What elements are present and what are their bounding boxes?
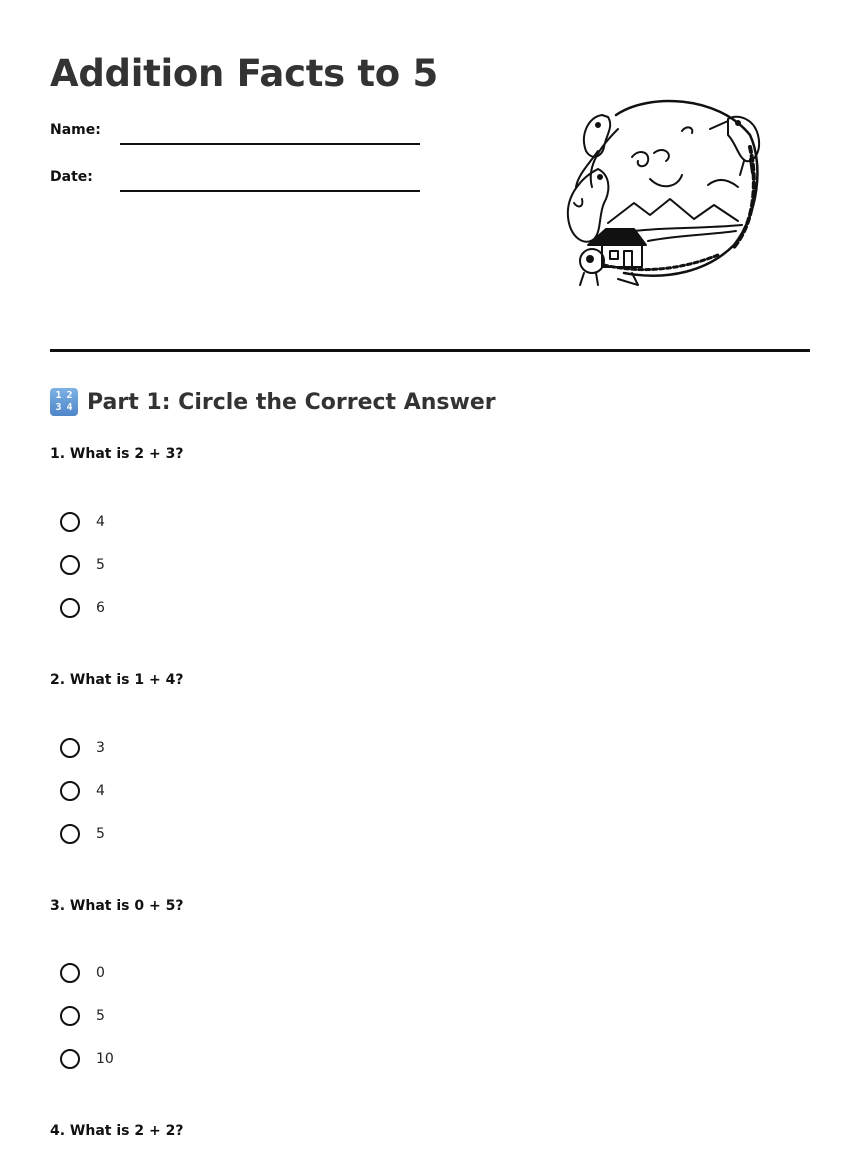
radio-circle-icon[interactable]	[60, 1049, 80, 1069]
name-label: Name:	[50, 122, 101, 138]
q2-option-b[interactable]	[60, 778, 105, 804]
option-label: 4	[96, 783, 105, 799]
icon-digit: 2	[66, 390, 73, 401]
option-label: 4	[96, 514, 105, 530]
question-4: 4. What is 2 + 2?	[50, 1123, 184, 1139]
part1-heading	[50, 388, 496, 416]
option-label: 3	[96, 740, 105, 756]
q1-option-b[interactable]	[60, 552, 105, 578]
q1-option-a[interactable]	[60, 509, 105, 535]
worksheet-title: Addition Facts to 5	[50, 52, 438, 95]
q3-option-c[interactable]	[60, 1046, 114, 1072]
radio-circle-icon[interactable]	[60, 598, 80, 618]
question-1: 1. What is 2 + 3?	[50, 446, 184, 462]
part1-title: Part 1: Circle the Correct Answer	[87, 389, 496, 415]
option-label: 6	[96, 600, 105, 616]
q3-option-b[interactable]	[60, 1003, 105, 1029]
radio-circle-icon[interactable]	[60, 738, 80, 758]
radio-circle-icon[interactable]	[60, 1006, 80, 1026]
decorative-birds-landscape-illustration	[558, 95, 774, 289]
date-line[interactable]	[120, 190, 420, 192]
section-divider	[50, 349, 810, 352]
option-label: 5	[96, 1008, 105, 1024]
radio-circle-icon[interactable]	[60, 824, 80, 844]
icon-digit: 1	[55, 390, 62, 401]
name-line[interactable]	[120, 143, 420, 145]
icon-digit: 4	[66, 402, 73, 413]
option-label: 5	[96, 557, 105, 573]
icon-digit: 3	[55, 402, 62, 413]
q1-option-c[interactable]	[60, 595, 105, 621]
q2-option-c[interactable]	[60, 821, 105, 847]
option-label: 0	[96, 965, 105, 981]
q2-option-a[interactable]	[60, 735, 105, 761]
radio-circle-icon[interactable]	[60, 781, 80, 801]
question-3: 3. What is 0 + 5?	[50, 898, 184, 914]
option-label: 5	[96, 826, 105, 842]
radio-circle-icon[interactable]	[60, 512, 80, 532]
date-label: Date:	[50, 169, 93, 185]
radio-circle-icon[interactable]	[60, 555, 80, 575]
input-numbers-icon	[50, 388, 78, 416]
question-2: 2. What is 1 + 4?	[50, 672, 184, 688]
option-label: 10	[96, 1051, 114, 1067]
radio-circle-icon[interactable]	[60, 963, 80, 983]
q3-option-a[interactable]	[60, 960, 105, 986]
